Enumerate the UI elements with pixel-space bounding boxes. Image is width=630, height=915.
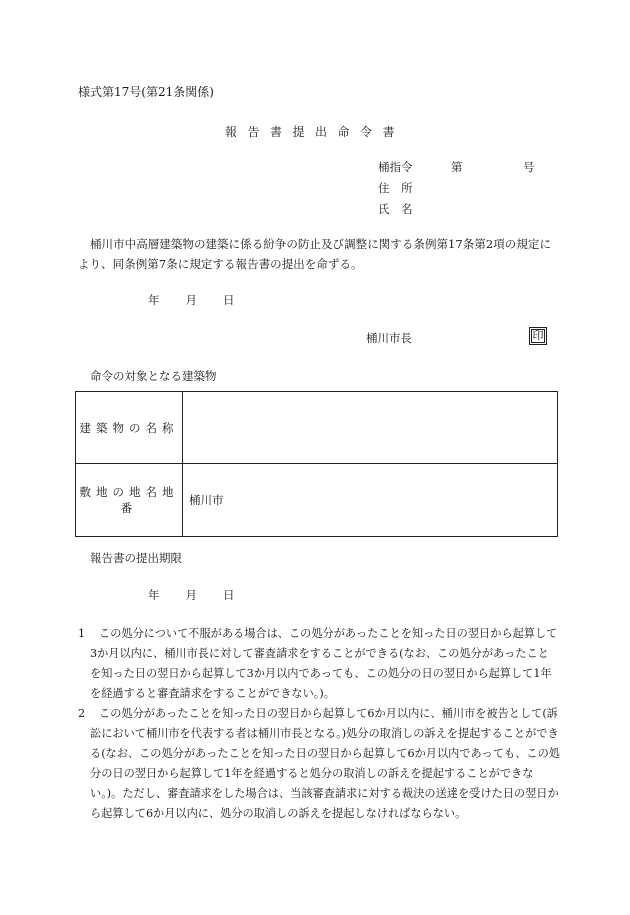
note-text: この処分について不服がある場合は、この処分があったことを知った日の翌日から起算して3か月以内に、桶川市長に対して審査請求をすることができる(なお、この処分があったことを知った日の翌日から起算して3か月以内であっても、この処分の日の翌日から起算して1年を経過すると審査請求をすることができない。)。: [90, 627, 558, 700]
seal-mark: 印: [529, 327, 547, 345]
mayor-signature: [366, 330, 412, 346]
reference-go: 号: [523, 160, 535, 174]
name-label: 氏 名: [378, 202, 413, 216]
building-name-row: [76, 392, 558, 464]
reference-dai: 第: [451, 160, 463, 174]
target-building-heading: 命令の対象となる建築物: [90, 369, 217, 383]
day-label: 日: [223, 293, 235, 307]
mayor-label: 桶川市長: [366, 331, 412, 345]
day-label: 日: [223, 588, 235, 602]
note-number: 2: [78, 707, 86, 720]
address-row: [378, 180, 568, 201]
form-number: 様式第17号(第21条関係): [78, 85, 214, 99]
month-label: 月: [185, 588, 197, 602]
issuer-block: [378, 159, 568, 222]
note-item: [78, 704, 560, 824]
reference-prefix: 桶指令: [378, 160, 413, 174]
address-label: 住 所: [378, 181, 413, 195]
order-body: [78, 234, 560, 274]
note-item: [78, 624, 560, 704]
deadline-heading: 報告書の提出期限: [90, 551, 182, 565]
notes-section: [78, 624, 560, 824]
issue-date: [148, 292, 235, 308]
note-number: 1: [78, 627, 86, 640]
name-row: [378, 201, 568, 222]
order-body-text: 桶川市中高層建築物の建築に係る紛争の防止及び調整に関する条例第17条第2項の規定により、同条例第7条に規定する報告書の提出を命ずる。: [78, 237, 551, 271]
year-label: 年: [148, 588, 160, 602]
year-label: 年: [148, 293, 160, 307]
building-name-label: 建築物の名称: [76, 392, 183, 464]
reference-number-row: [378, 159, 568, 180]
building-table: [75, 391, 558, 537]
month-label: 月: [185, 293, 197, 307]
site-address-label: 敷地の地名地番: [76, 464, 183, 537]
document-title: 報告書提出命令書: [225, 125, 406, 139]
deadline-date: [148, 587, 235, 603]
building-name-value: [183, 392, 558, 464]
site-address-row: [76, 464, 558, 537]
site-address-value: 桶川市: [183, 464, 558, 537]
note-text: この処分があったことを知った日の翌日から起算して6か月以内に、桶川市を被告として(訴訟において桶川市を代表する者は桶川市長となる。)処分の取消しの訴えを提起することができる(なお、この処分があったことを知った日の翌日から起算して6か月以内であっても、この処分の日の翌日から起算して1年を経過すると処分の取消しの訴えを提起することができない。)。ただし、審査請求をした場合は、当該審査請求に対する裁決の送達を受けた日の翌日から起算して6か月以内に、処分の取消しの訴えを提起しなければならない。: [90, 707, 560, 820]
